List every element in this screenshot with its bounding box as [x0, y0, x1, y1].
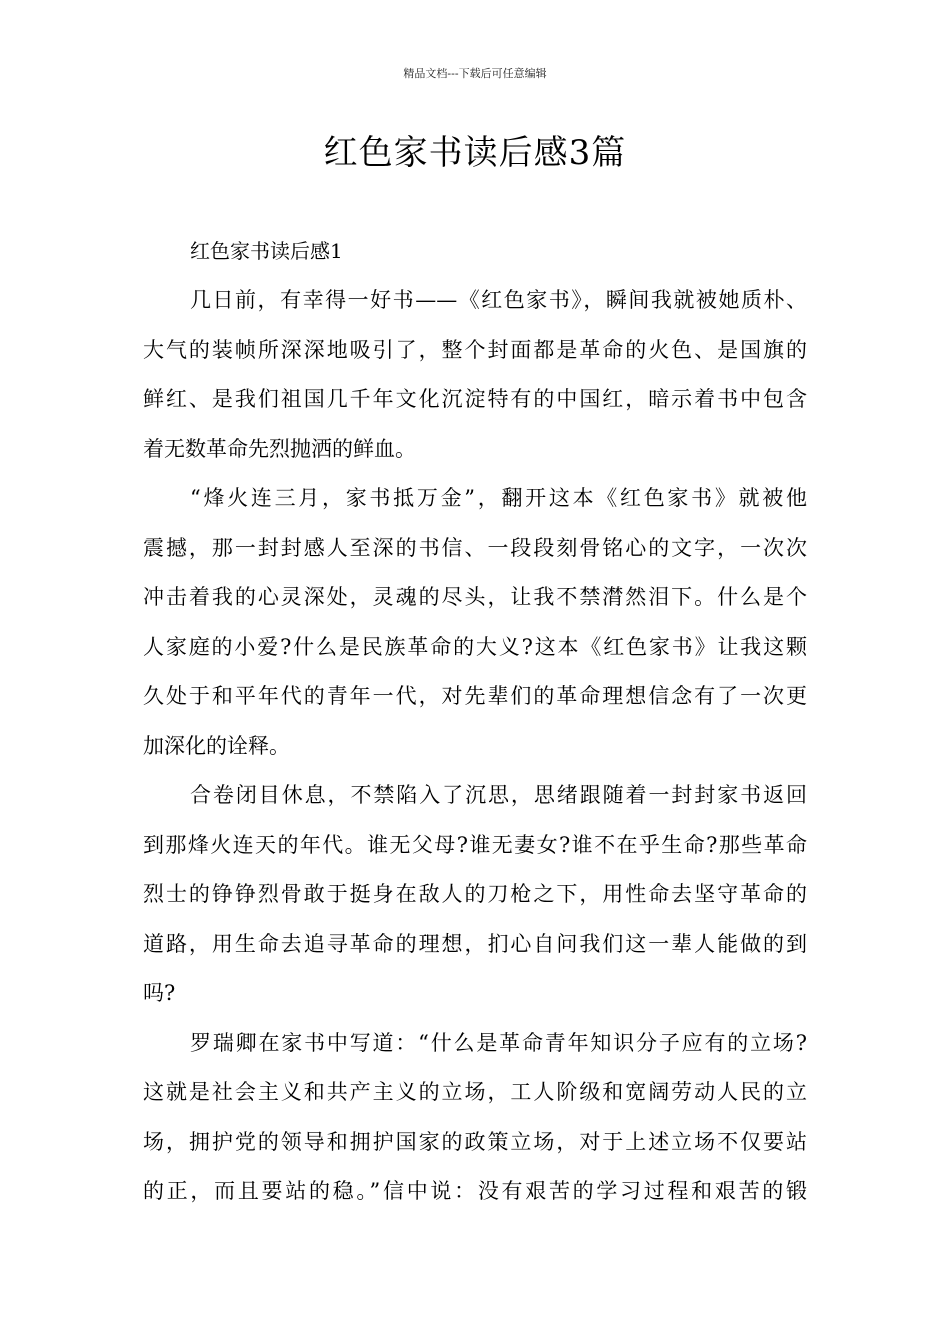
text-line: 的正，而且要站的稳。”信中说：没有艰苦的学习过程和艰苦的锻 [143, 1179, 807, 1203]
text-line: 大气的装帧所深深地吸引了，整个封面都是革命的火色、是国旗的 [143, 337, 807, 362]
text-line: 人家庭的小爱?什么是民族革命的大义?这本《红色家书》让我这颗 [143, 634, 807, 659]
text-line: 久处于和平年代的青年一代，对先辈们的革命理想信念有了一次更 [143, 684, 807, 708]
header-note: 精品文档---下载后可任意编辑 [403, 67, 547, 80]
paragraph-4 [143, 1019, 807, 1217]
text-line: 震撼，那一封封感人至深的书信、一段段刻骨铭心的文字，一次次 [143, 535, 807, 560]
text-line: 到那烽火连天的年代。谁无父母?谁无妻女?谁不在乎生命?那些革命 [143, 832, 807, 857]
text-line: 这就是社会主义和共产主义的立场，工人阶级和宽阔劳动人民的立 [143, 1080, 807, 1104]
text-line: 鲜红、是我们祖国几千年文化沉淀特有的中国红，暗示着书中包含 [143, 387, 807, 411]
paragraph-3 [143, 771, 807, 1019]
paragraph-2 [143, 474, 807, 771]
text-line: “烽火连三月，家书抵万金”，翻开这本《红色家书》就被他 [190, 486, 807, 510]
text-line: 烈士的铮铮烈骨敢于挺身在敌人的刀枪之下，用性命去坚守革命的 [143, 882, 807, 906]
text-line: 吗? [143, 981, 176, 1005]
text-line: 着无数革命先烈抛洒的鲜血。 [143, 436, 416, 461]
text-line: 罗瑞卿在家书中写道：“什么是革命青年知识分子应有的立场? [190, 1030, 807, 1055]
document-body [143, 226, 807, 1217]
text-line: 几日前，有幸得一好书——《红色家书》，瞬间我就被她质朴、 [190, 288, 807, 312]
text-line: 合卷闭目休息，不禁陷入了沉思，思绪跟随着一封封家书返回 [190, 783, 807, 807]
paragraph-1 [143, 276, 807, 474]
section-heading: 红色家书读后感1 [190, 239, 343, 263]
text-line: 加深化的诠释。 [143, 733, 290, 758]
text-line: 场，拥护党的领导和拥护国家的政策立场，对于上述立场不仅要站 [143, 1129, 807, 1154]
text-line: 道路，用生命去追寻革命的理想，扪心自问我们这一辈人能做的到 [143, 931, 807, 956]
page-title: 红色家书读后感3篇 [323, 133, 627, 173]
text-line: 冲击着我的心灵深处，灵魂的尽头，让我不禁潸然泪下。什么是个 [143, 585, 807, 609]
